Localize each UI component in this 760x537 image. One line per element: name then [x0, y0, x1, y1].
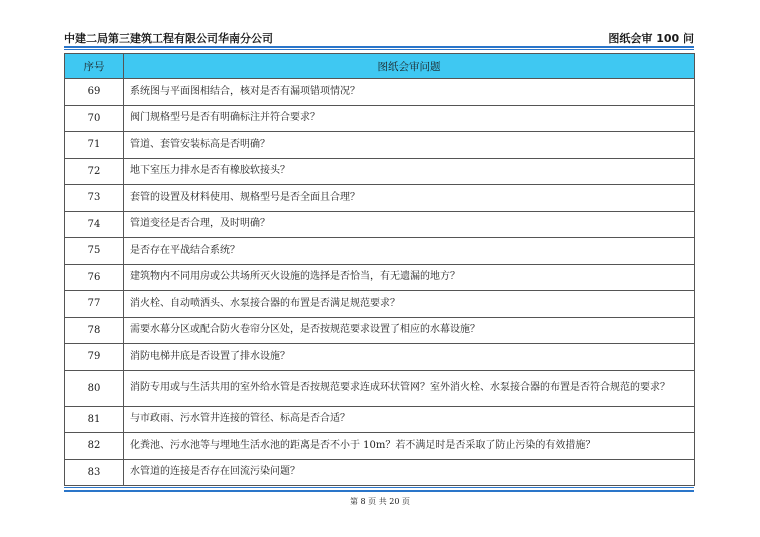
- row-question: 地下室压力排水是否有橡胶软接头？: [124, 158, 695, 185]
- row-number: 73: [65, 185, 124, 212]
- row-number: 72: [65, 158, 124, 185]
- row-number: 71: [65, 132, 124, 159]
- table-row: [65, 291, 695, 318]
- row-question: 管道变径是否合理，及时明确？: [124, 211, 695, 238]
- company-name: 中建二局第三建筑工程有限公司华南分公司: [64, 32, 273, 45]
- row-question: 消火栓、自动喷洒头、水泵接合器的布置是否满足规范要求？: [124, 291, 695, 318]
- table-row: [65, 317, 695, 344]
- table-row: [65, 459, 695, 486]
- page-header: [64, 28, 694, 46]
- row-question: 与市政雨、污水管井连接的管径、标高是否合适？: [124, 406, 695, 433]
- row-number: 83: [65, 459, 124, 486]
- row-question: 是否存在平战结合系统？: [124, 238, 695, 265]
- row-question: 水管道的连接是否存在回流污染问题？: [124, 459, 695, 486]
- table-row: [65, 433, 695, 460]
- row-number: 82: [65, 433, 124, 460]
- row-question: 阀门规格型号是否有明确标注并符合要求？: [124, 105, 695, 132]
- document-title: 图纸会审 100 问: [608, 32, 694, 45]
- table-row: [65, 132, 695, 159]
- row-number: 69: [65, 79, 124, 106]
- table-row: [65, 105, 695, 132]
- row-question: 化粪池、污水池等与埋地生活水池的距离是否不小于 10m？若不满足时是否采取了防止污染的有效措施？: [124, 433, 695, 460]
- header-rule: [64, 46, 694, 48]
- header-rule-thin: [64, 49, 694, 50]
- table-row: [65, 238, 695, 265]
- table-row: [65, 158, 695, 185]
- row-question: 消防电梯井底是否设置了排水设施？: [124, 344, 695, 371]
- row-question: 需要水幕分区或配合防火卷帘分区处，是否按规范要求设置了相应的水幕设施？: [124, 317, 695, 344]
- row-question: 建筑物内不同用房或公共场所灭火设施的选择是否恰当，有无遗漏的地方？: [124, 264, 695, 291]
- table-row: [65, 370, 695, 406]
- page-number: 第 8 页 共 20 页: [350, 497, 410, 506]
- row-number: 76: [65, 264, 124, 291]
- footer-rule: [64, 490, 694, 492]
- column-header-number: 序号: [65, 54, 124, 79]
- row-number: 75: [65, 238, 124, 265]
- column-header-question: 图纸会审问题: [124, 54, 695, 79]
- review-questions-table: [64, 53, 695, 486]
- row-question: 管道、套管安装标高是否明确？: [124, 132, 695, 159]
- table-row: [65, 264, 695, 291]
- row-number: 77: [65, 291, 124, 318]
- footer-rule-thin: [64, 487, 694, 488]
- row-number: 70: [65, 105, 124, 132]
- table-row: [65, 406, 695, 433]
- row-question: 系统图与平面图相结合，核对是否有漏项错项情况？: [124, 79, 695, 106]
- row-question: 消防专用或与生活共用的室外给水管是否按规范要求连成环状管网？室外消火栓、水泵接合器的布置是否符合规范的要求？: [124, 370, 695, 406]
- row-number: 81: [65, 406, 124, 433]
- row-number: 74: [65, 211, 124, 238]
- row-number: 78: [65, 317, 124, 344]
- table-row: [65, 344, 695, 371]
- row-number: 79: [65, 344, 124, 371]
- table-row: [65, 185, 695, 212]
- row-question: 套管的设置及材料使用、规格型号是否全面且合理？: [124, 185, 695, 212]
- table-header-row: [65, 54, 695, 79]
- table-body: [65, 79, 695, 486]
- table-row: [65, 211, 695, 238]
- row-number: 80: [65, 370, 124, 406]
- table-row: [65, 79, 695, 106]
